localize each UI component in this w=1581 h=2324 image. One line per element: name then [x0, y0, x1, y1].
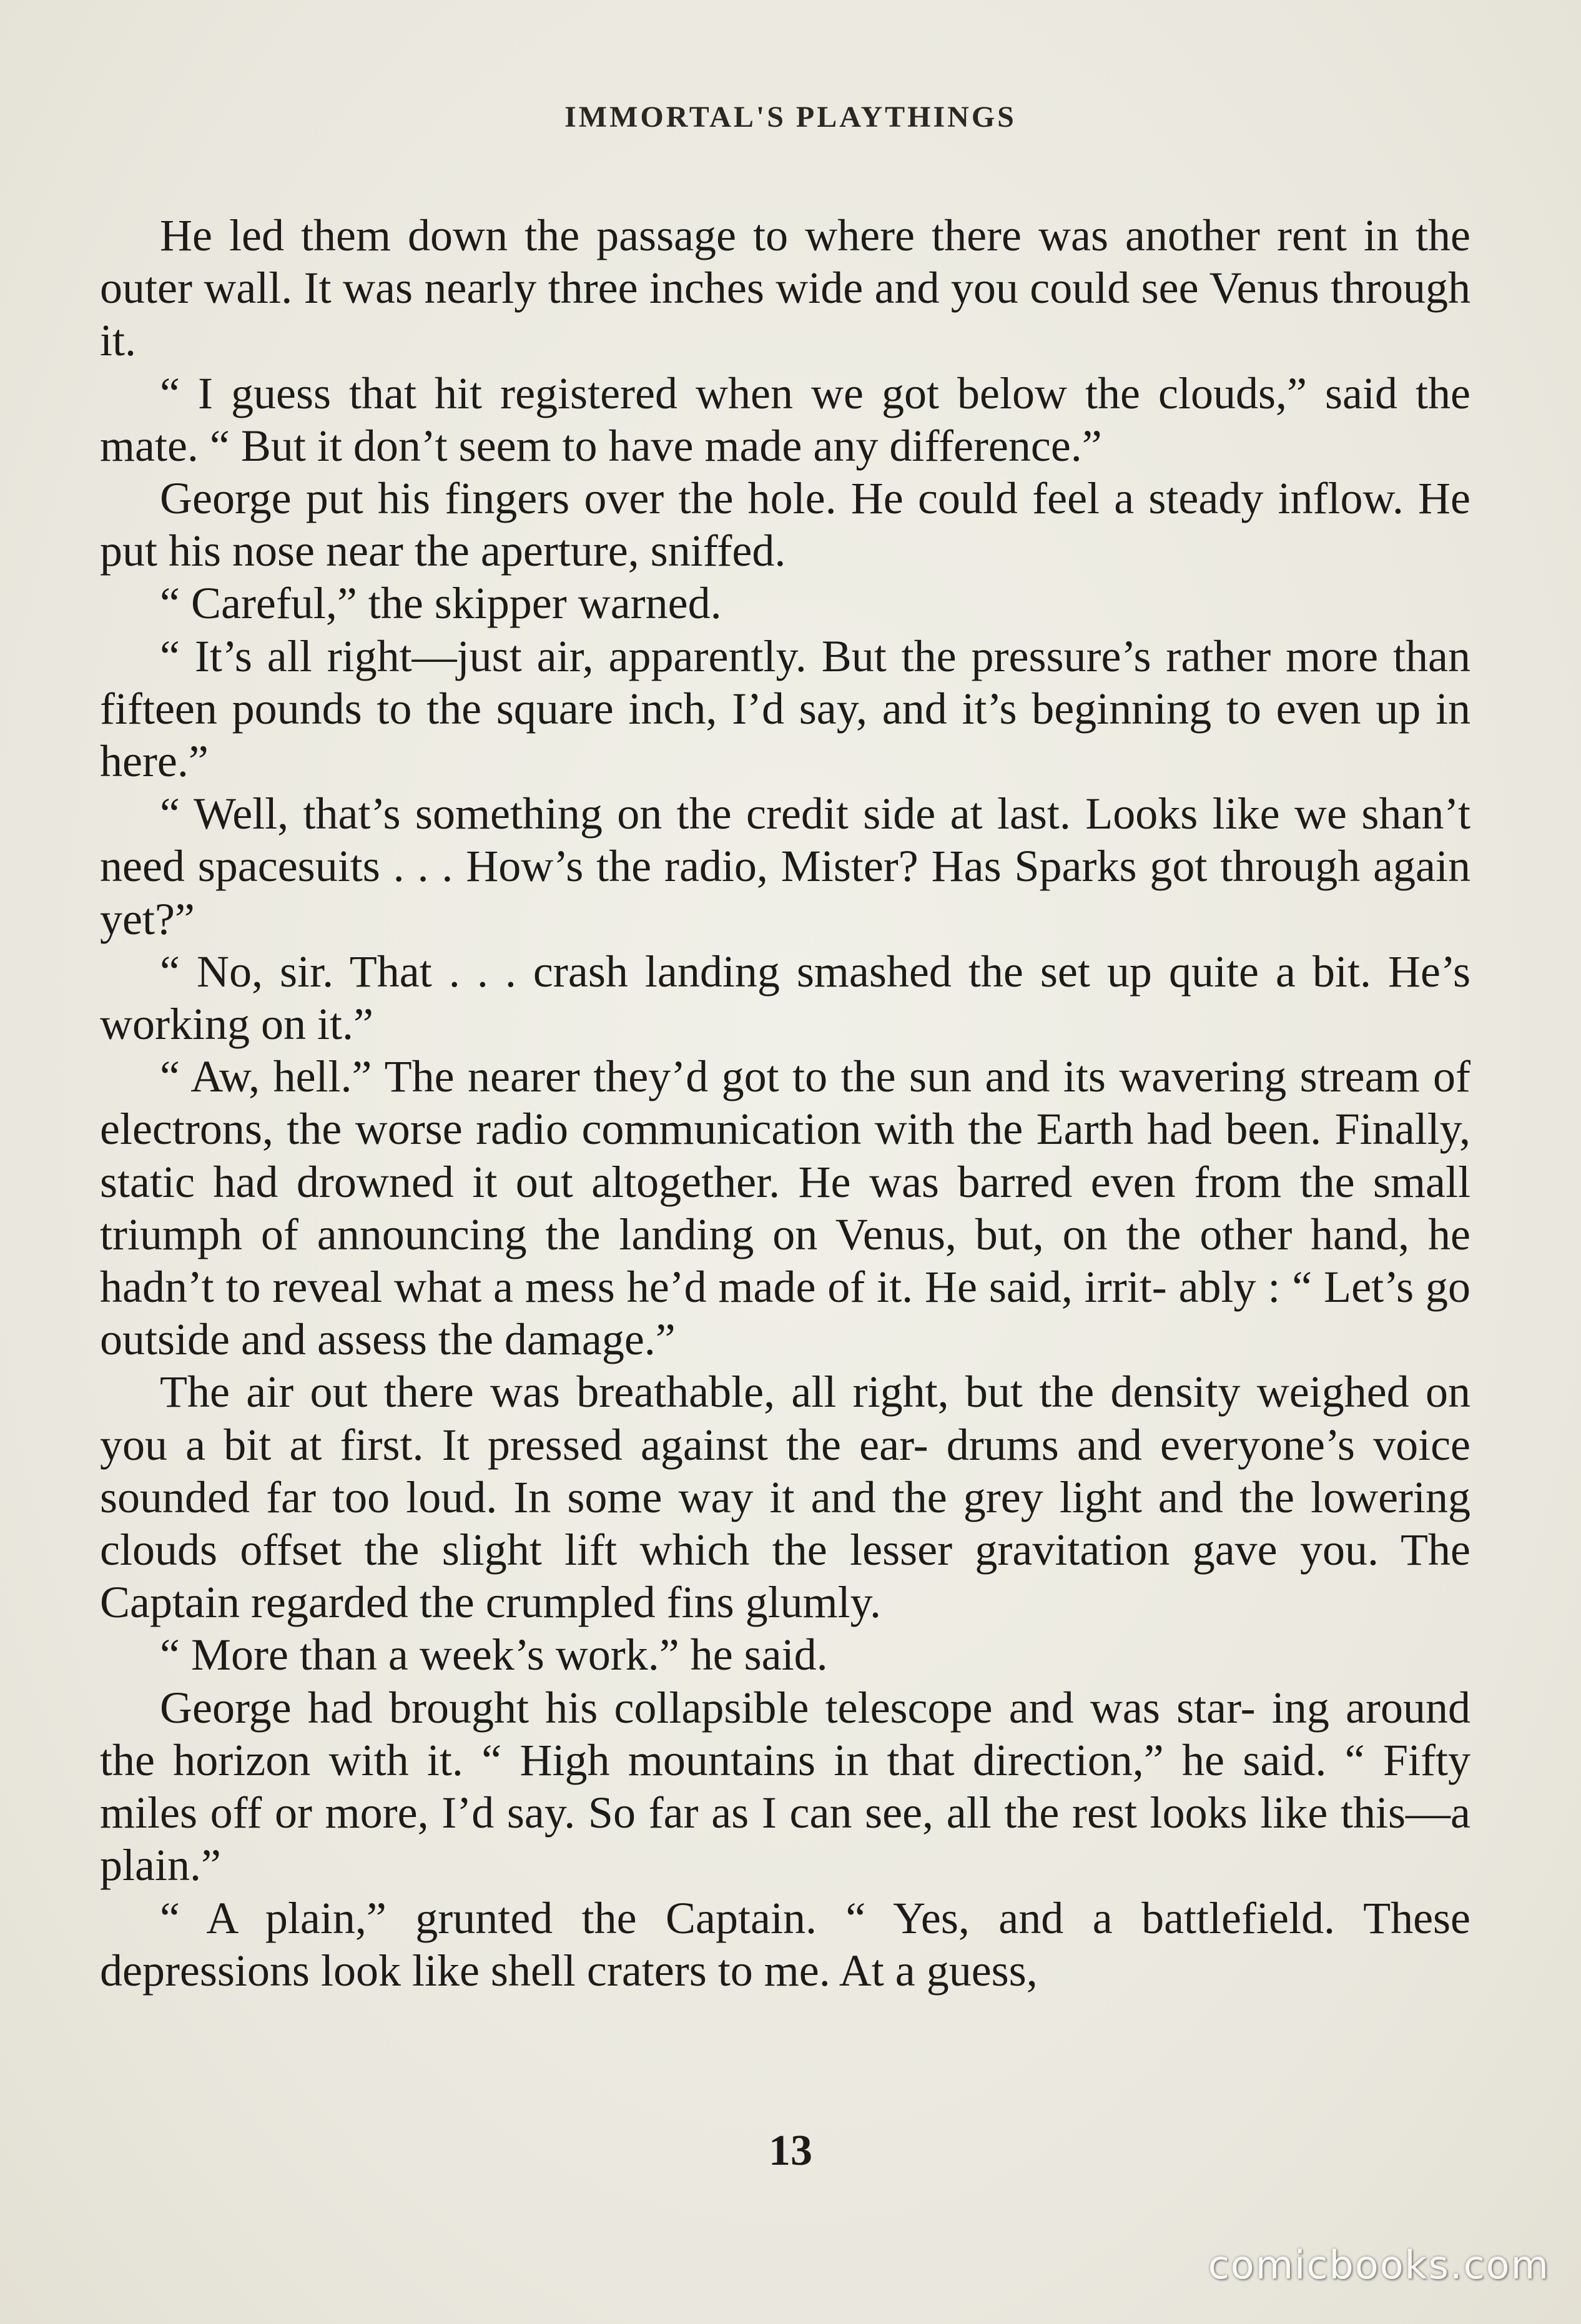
paragraph: “ It’s all right—just air, apparently. But the pressure’s rather more than fifteen pounds to the square inch, I’d say, and it’s beginning to even up in here.”: [100, 631, 1470, 787]
paragraph: “ Well, that’s something on the credit side at last. Looks like we shan’t need spacesuits . . . How’s the radio, Mister? Has Sparks got through again yet?”: [100, 789, 1470, 944]
running-title: IMMORTAL'S PLAYTHINGS: [564, 101, 1017, 134]
paragraph: George put his fingers over the hole. He could feel a steady inflow. He put his nose near the aperture, sniffed.: [100, 473, 1470, 576]
paragraph: George had brought his collapsible telescope and was star- ing around the horizon with it. “ High mountains in that direction,” he said. “ Fifty miles off or more, I’d say. So far as I can see, all the rest looks like this—a plain.”: [100, 1682, 1470, 1891]
paragraph: “ I guess that hit registered when we got below the clouds,” said the mate. “ But it don’t seem to have made any difference.”: [100, 368, 1470, 471]
paragraph: “ More than a week’s work.” he said.: [160, 1630, 828, 1680]
body-text: [100, 209, 1470, 1997]
paragraph: “ A plain,” grunted the Captain. “ Yes, and a battlefield. These depressions look like shell craters to me. At a guess,: [100, 1893, 1470, 1996]
paragraph: The air out there was breathable, all right, but the density weighed on you a bit at first. It pressed against the ear- drums and everyone’s voice sounded far too loud. In some way it and the grey light and the lowering clouds offset the slight lift which the lesser gravitation gave you. The Captain regarded the crumpled fins glumly.: [100, 1367, 1470, 1628]
watermark: comicbooks.com: [1208, 2242, 1550, 2288]
paragraph: “ No, sir. That . . . crash landing smashed the set up quite a bit. He’s working on it.”: [100, 946, 1470, 1050]
paragraph: He led them down the passage to where there was another rent in the outer wall. It was nearly three inches wide and you could see Venus through it.: [100, 210, 1470, 366]
page-number: 13: [769, 2127, 812, 2175]
paragraph: “ Careful,” the skipper warned.: [160, 578, 722, 629]
paragraph: “ Aw, hell.” The nearer they’d got to the sun and its wavering stream of electrons, the worse radio communication with the Earth had been. Finally, static had drowned it out altogether. He was barred even from the small triumph of announcing the landing on Venus, but, on the other hand, he hadn’t to reveal what a mess he’d made of it. He said, irrit- ably : “ Let’s go outside and assess the damage.”: [100, 1051, 1470, 1365]
